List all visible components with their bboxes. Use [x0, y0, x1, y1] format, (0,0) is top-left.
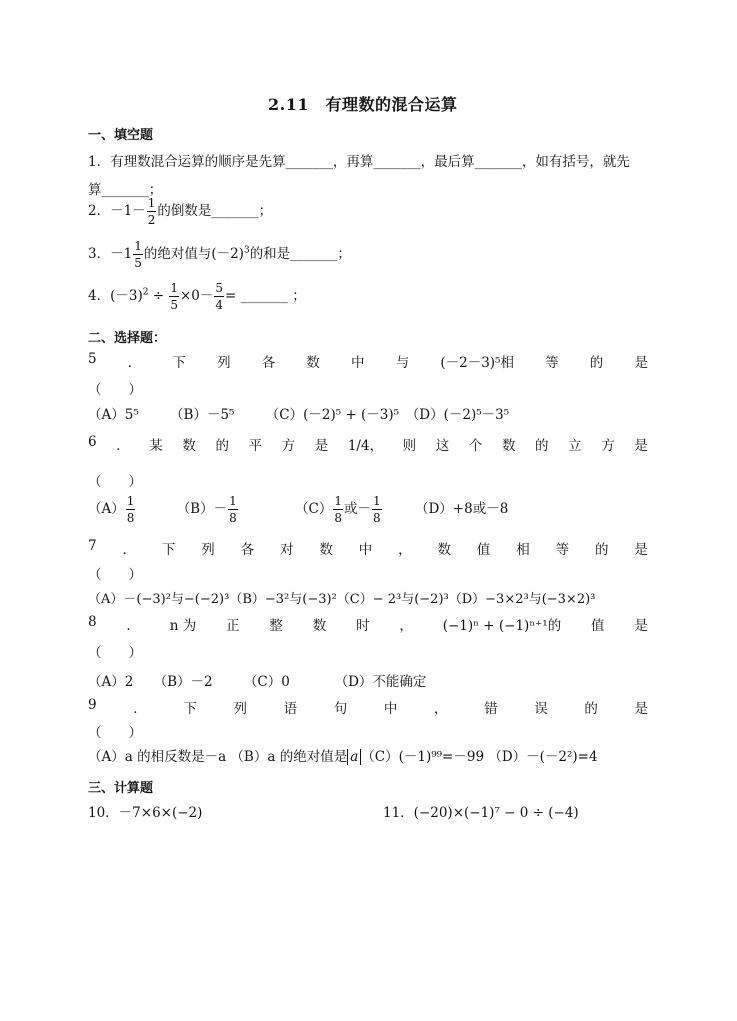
question-7-options: （A）－(−3)²与−(−2)³（B）−3²与(−3)²（C）− 2³与(−2)³（D）−3×2³与(−3×2)³ — [88, 592, 596, 607]
question-6: 6 ． 某 数 的 平 方 是 1/4， 则 这 个 数 的 立 方 是 — [88, 434, 648, 454]
question-8: 8 ． n 为 正 整 数 时 ， (−1)ⁿ + (−1)ⁿ⁺¹的 值 是 — [88, 614, 648, 634]
question-6-options: （A） $\frac{1}{8}$ （B）－ $\frac{1}{8}$ （C） $\frac{1}{8}$ 或－ $\frac{1}{8}$ （D）+8或－8 — [88, 494, 509, 525]
question-1-line-2: 算_______； — [88, 182, 163, 198]
question-5-paren: （ ） — [88, 382, 142, 398]
question-9-options: （A）a 的相反数是－a （B）a 的绝对值是 a （C）(－1)⁹⁹=－99 （D）－(－2²)=4 — [88, 749, 598, 765]
question-8-paren: （ ） — [88, 645, 142, 661]
section-heading-fill: 一、填空题 — [88, 128, 154, 143]
question-8-options: （A）2 （B）－2 （C）0 （D）不能确定 — [88, 674, 427, 690]
question-3: 3．－1 $\frac{1}{5}$ 的绝对值与$(-2)^3$的和是_______； — [88, 239, 351, 270]
question-7-paren: （ ） — [88, 567, 142, 583]
section-heading-calc: 三、计算题 — [88, 781, 154, 796]
question-2: 2．－1－ $\frac{1}{2}$ 的倒数是_______； — [88, 196, 273, 227]
section-heading-choice: 二、选择题： — [88, 331, 167, 346]
page-title: 2.11 有理数的混合运算 — [268, 95, 458, 114]
question-1-line-1: 1．有理数混合运算的顺序是先算_______，再算_______，最后算_______，如有括号，就先 — [88, 154, 630, 170]
question-7: 7 ． 下 列 各 对 数 中 ， 数 值 相 等 的 是 — [88, 538, 648, 558]
question-11: 11．(−20)×(−1)⁷ − 0 ÷ (−4) — [383, 805, 579, 821]
question-6-paren: （ ） — [88, 474, 142, 490]
question-5: 5 ． 下 列 各 数 中 与 (－2－3)⁵相 等 的 是 — [88, 351, 648, 371]
question-4: 4．$(-3)^2$ ÷ $\frac{1}{5}$ ×0－ $\frac{5}{4}$ = _______ ； — [88, 281, 306, 312]
question-10: 10．－7×6×(−2) — [88, 805, 203, 821]
question-9-paren: （ ） — [88, 725, 142, 741]
question-9: 9 ． 下 列 语 句 中 ， 错 误 的 是 — [88, 697, 648, 717]
question-5-options: （A）5⁵ （B）－5⁵ （C）(－2)⁵ + (－3)⁵ （D）(－2)⁵－3⁵ — [88, 407, 510, 423]
